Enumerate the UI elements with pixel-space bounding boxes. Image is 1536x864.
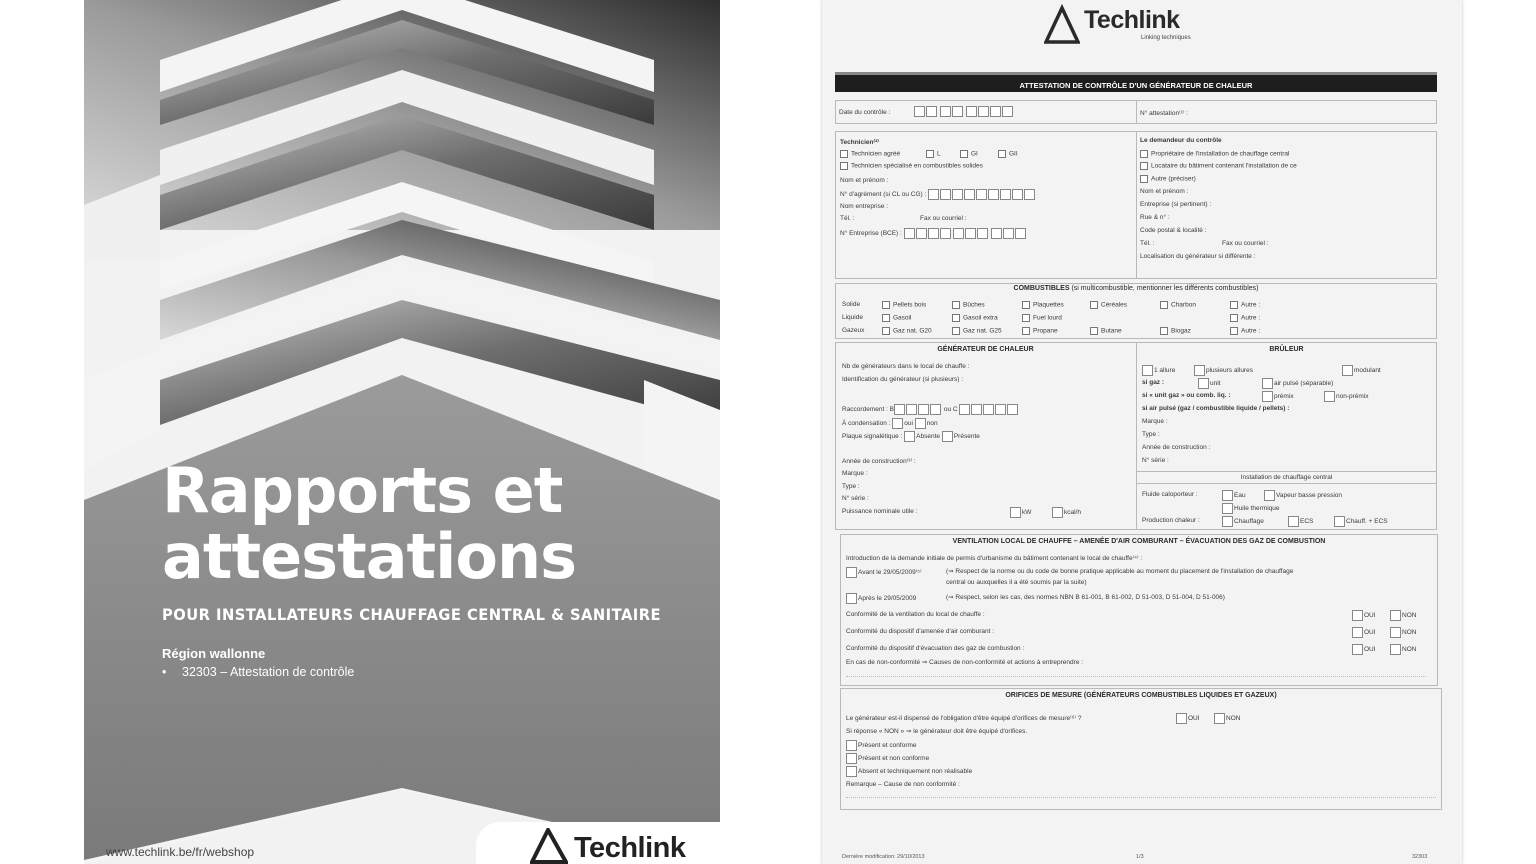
vent-conf1: Conformité de la ventilation du local de chauffe :: [846, 611, 985, 618]
production-label: Production chaleur :: [1142, 517, 1200, 524]
technicien-specialise[interactable]: Technicien spécialisé en combustibles solides: [840, 162, 983, 170]
vent-conf3: Conformité du dispositif d'évacuation des gaz de combustion :: [846, 645, 1025, 652]
bruleur-si-air: si air pulsé (gaz / combustible liquide / pellets) :: [1142, 405, 1290, 412]
form-banner: ATTESTATION DE CONTRÔLE D'UN GÉNÉRATEUR DE CHALEUR: [835, 72, 1437, 92]
vent-avant[interactable]: Avant le 29/05/2009⁽⁵⁾: [846, 567, 922, 578]
gen-plaque: Plaque signalétique : Absente Présente: [842, 431, 980, 442]
orifices-remarque: Remarque – Cause de non conformité :: [846, 781, 960, 788]
demandeur-title: Le demandeur du contrôle: [1140, 137, 1222, 144]
bullet-marker: •: [162, 665, 167, 679]
vent-conf1-oui[interactable]: OUI: [1352, 610, 1376, 621]
demandeur-entreprise: Entreprise (si pertinent) :: [1140, 201, 1212, 208]
technicien-entreprise: Nom entreprise :: [840, 203, 889, 210]
technicien-tel: Tél. :: [840, 215, 855, 222]
cover-region: Région wallonne: [162, 646, 266, 661]
form-sheet: [822, 0, 1462, 864]
combustible-option[interactable]: Autre :: [1230, 301, 1260, 309]
gen-nb: Nb de générateurs dans le local de chauffe :: [842, 363, 970, 370]
footer-left: Dernière modification: 29/10/2013: [842, 854, 925, 860]
bruleur-modulant[interactable]: modulant: [1342, 365, 1381, 376]
cover-title-line2: attestations: [162, 520, 577, 593]
cover-title-line1: Rapports et: [162, 454, 563, 527]
dotted-line: [846, 676, 1426, 677]
bruleur-non-premix[interactable]: non-prémix: [1324, 391, 1369, 402]
gen-identification: Identification du générateur (si plusieurs) :: [842, 376, 964, 383]
footer-code: 32303: [1412, 854, 1428, 860]
footer-page: 1/3: [1136, 854, 1144, 860]
technicien-l[interactable]: L: [926, 150, 941, 158]
demandeur-localisation: Localisation du générateur si différente :: [1140, 253, 1256, 260]
demandeur-tel: Tél. :: [1140, 240, 1155, 247]
demandeur-code: Code postal & localité :: [1140, 227, 1207, 234]
orifices-present-conforme[interactable]: Présent et conforme: [846, 740, 917, 751]
combustible-option[interactable]: Pellets bois: [882, 301, 926, 309]
orifices-question: Le générateur est-il dispensé de l'obligation d'être équipé d'orifices de mesure⁽⁶⁾ ?: [846, 715, 1082, 722]
ventilation-header: VENTILATION LOCAL DE CHAUFFE – AMENÉE D'AIR COMBURANT – ÉVACUATION DES GAZ DE COMBUSTION: [952, 538, 1326, 545]
bruleur-si-gaz: si gaz :: [1142, 379, 1165, 386]
date-input-boxes[interactable]: [914, 106, 1014, 117]
fluide-vapeur[interactable]: Vapeur basse pression: [1264, 490, 1342, 501]
combustible-option[interactable]: Gasoil extra: [952, 314, 998, 322]
combustible-option[interactable]: Biogaz: [1160, 327, 1191, 335]
gen-annee: Année de construction⁽³⁾ :: [842, 458, 916, 465]
combustible-option[interactable]: Autre :: [1230, 314, 1260, 322]
gen-kcal[interactable]: kcal/h: [1052, 507, 1081, 518]
attestation-label: N° attestation⁽¹⁾ :: [1140, 110, 1189, 117]
gen-puissance: Puissance nominale utile :: [842, 508, 918, 515]
vent-conf3-non[interactable]: NON: [1390, 644, 1416, 655]
combustible-option[interactable]: Plaquettes: [1022, 301, 1064, 309]
technicien-gii[interactable]: GII: [998, 150, 1018, 158]
bruleur-air-pulse[interactable]: air pulsé (séparable): [1262, 378, 1333, 389]
form-logo-tagline: Linking techniques: [1141, 35, 1191, 41]
bruleur-header: BRÛLEUR: [1269, 346, 1304, 353]
technicien-agree[interactable]: Technicien agréé: [840, 150, 900, 158]
combustible-solide-label: Solide: [842, 301, 861, 308]
orifices-box: [840, 688, 1442, 810]
gen-kw[interactable]: kW: [1010, 507, 1031, 518]
orifices-absent[interactable]: Absent et techniquement non réalisable: [846, 766, 972, 777]
dotted-line: [846, 797, 1436, 798]
orifices-non[interactable]: NON: [1214, 713, 1240, 724]
techlink-logo-icon: [530, 828, 568, 864]
fluide-eau[interactable]: Eau: [1222, 490, 1246, 501]
booklet-cover: [84, 0, 720, 864]
production-chauff-ecs[interactable]: Chauff. + ECS: [1334, 516, 1388, 527]
combustible-option[interactable]: Autre :: [1230, 327, 1260, 335]
combustible-option[interactable]: Butane: [1090, 327, 1122, 335]
technicien-bce: N° Entreprise (BCE) :: [840, 228, 1027, 239]
form-logo-text: Techlink: [1084, 6, 1180, 34]
bruleur-si-unit: si « unit gaz » ou comb. liq. :: [1142, 392, 1231, 399]
divider: [1136, 131, 1137, 279]
cover-title: [162, 454, 577, 593]
bruleur-marque: Marque :: [1142, 418, 1168, 425]
techlink-logo-icon: [1044, 4, 1080, 46]
cover-bullet-item: [162, 665, 354, 679]
combustible-liquide-label: Liquide: [842, 314, 863, 321]
orifices-header: ORIFICES DE MESURE (GÉNÉRATEURS COMBUSTIBLES LIQUIDES ET GAZEUX): [1005, 692, 1277, 699]
gen-serie: N° série :: [842, 495, 869, 502]
divider: [1136, 100, 1137, 124]
installation-subheader: Installation de chauffage central: [1240, 474, 1333, 481]
combustible-option[interactable]: Gaz nat. G20: [882, 327, 932, 335]
bruleur-serie: N° série :: [1142, 457, 1169, 464]
bruleur-annee: Année de construction :: [1142, 444, 1211, 451]
technicien-gi[interactable]: GI: [960, 150, 978, 158]
combustible-option[interactable]: Gaz nat. G25: [952, 327, 1002, 335]
date-label: Date du contrôle :: [839, 109, 891, 116]
gen-condensation: À condensation : oui non: [842, 418, 938, 429]
technicien-title: Technicien⁽²⁾: [840, 139, 879, 146]
bullet-text: 32303 – Attestation de contrôle: [182, 665, 355, 679]
vent-non-conf: En cas de non-conformité ⇒ Causes de non-conformité et actions à entreprendre :: [846, 659, 1084, 666]
combustible-option[interactable]: Charbon: [1160, 301, 1196, 309]
demandeur-locataire[interactable]: Locataire du bâtiment contenant l'installation de ce: [1140, 162, 1297, 170]
demandeur-rue: Rue & n° :: [1140, 214, 1170, 221]
cover-logo-text: Techlink: [574, 832, 686, 864]
vent-conf3-oui[interactable]: OUI: [1352, 644, 1376, 655]
cover-subtitle: POUR INSTALLATEURS CHAUFFAGE CENTRAL & SANITAIRE: [162, 605, 662, 624]
demandeur-autre[interactable]: Autre (préciser): [1140, 175, 1196, 183]
generateur-header: GÉNÉRATEUR DE CHALEUR: [937, 346, 1034, 353]
technicien-nom: Nom et prénom :: [840, 177, 889, 184]
demandeur-proprietaire[interactable]: Propriétaire de l'installation de chauffage central: [1140, 150, 1289, 158]
demandeur-nom: Nom et prénom :: [1140, 188, 1189, 195]
combustible-option[interactable]: Bûches: [952, 301, 985, 309]
orifices-present-non[interactable]: Présent et non conforme: [846, 753, 929, 764]
gen-type: Type :: [842, 483, 860, 490]
technicien-agrement: N° d'agrément (si CL ou CG) :: [840, 189, 1036, 200]
vent-conf2: Conformité du dispositif d'amenée d'air comburant :: [846, 628, 995, 635]
vent-avant-text2: central ou auxquelles il a été soumis par la suite): [946, 579, 1087, 586]
bruleur-plusieurs[interactable]: plusieurs allures: [1194, 365, 1253, 376]
bruleur-allure[interactable]: 1 allure: [1142, 365, 1175, 376]
gen-marque: Marque :: [842, 470, 868, 477]
production-ecs[interactable]: ECS: [1288, 516, 1313, 527]
fluide-huile[interactable]: Huile thermique: [1222, 503, 1280, 514]
vent-intro: Introduction de la demande initiale de permis d'urbanisme du bâtiment contenant le local de chauffe⁽⁴⁾ :: [846, 555, 1143, 562]
bruleur-unit[interactable]: unit: [1198, 378, 1220, 389]
combustibles-header: COMBUSTIBLES (si multicombustible, mentionner les différents combustibles): [1013, 285, 1259, 292]
orifices-oui[interactable]: OUI: [1176, 713, 1200, 724]
orifices-si-non: Si réponse « NON » ⇒ le générateur doit être équipé d'orifices.: [846, 728, 1028, 735]
fluide-label: Fluide caloporteur :: [1142, 491, 1198, 498]
combustible-option[interactable]: Gasoil: [882, 314, 911, 322]
combustible-option[interactable]: Céréales: [1090, 301, 1127, 309]
combustible-option[interactable]: Fuel lourd: [1022, 314, 1062, 322]
vent-conf1-non[interactable]: NON: [1390, 610, 1416, 621]
demandeur-fax: Fax ou courriel :: [1222, 240, 1269, 247]
vent-avant-text: (⇒ Respect de la norme ou du code de bonne pratique applicable au moment du placement de l'installation de chauffage: [946, 568, 1294, 575]
divider: [1136, 342, 1137, 530]
vent-conf2-oui[interactable]: OUI: [1352, 627, 1376, 638]
gen-raccordement: Raccordement : B ou C: [842, 404, 1019, 415]
production-chauffage[interactable]: Chauffage: [1222, 516, 1264, 527]
chevron-artwork: [84, 0, 720, 864]
bruleur-type: Type :: [1142, 431, 1160, 438]
bruleur-premix[interactable]: prémix: [1262, 391, 1294, 402]
technicien-fax: Fax ou courriel :: [920, 215, 967, 222]
combustible-gazeux-label: Gazeux: [842, 327, 865, 334]
combustible-option[interactable]: Propane: [1022, 327, 1058, 335]
cover-url: www.techlink.be/fr/webshop: [106, 845, 255, 859]
vent-conf2-non[interactable]: NON: [1390, 627, 1416, 638]
vent-apres-text: (⇒ Respect, selon les cas, des normes NBN B 61-001, B 61-002, D 51-003, D 51-004, D 51-006): [946, 594, 1225, 601]
vent-apres[interactable]: Après le 29/05/2009: [846, 593, 916, 604]
